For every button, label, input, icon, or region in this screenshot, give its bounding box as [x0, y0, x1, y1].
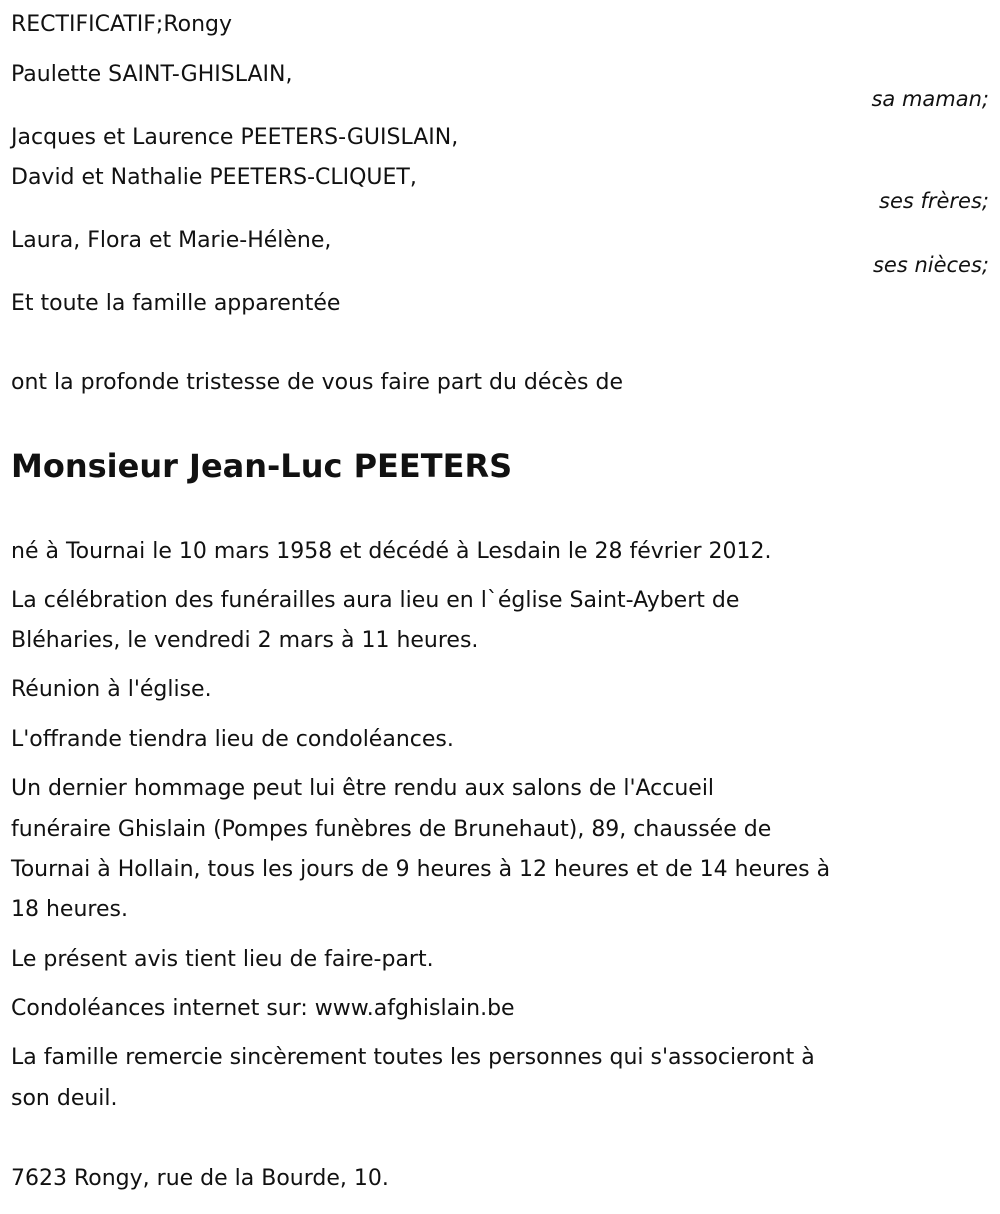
paragraph-line: Réunion à l'église.: [11, 677, 212, 702]
paragraph-line: son deuil.: [11, 1086, 118, 1111]
deceased-name: Monsieur Jean-Luc PEETERS: [11, 447, 513, 485]
notice-header: RECTIFICATIF;Rongy: [11, 12, 232, 37]
family-rest: Et toute la famille apparentée: [11, 291, 341, 316]
paragraph-line: funéraire Ghislain (Pompes funèbres de Brunehaut), 89, chaussée de: [11, 817, 772, 842]
paragraph-line: Bléharies, le vendredi 2 mars à 11 heures.: [11, 628, 479, 653]
announcement: ont la profonde tristesse de vous faire part du décès de: [11, 370, 623, 395]
paragraph-line: L'offrande tiendra lieu de condoléances.: [11, 727, 454, 752]
paragraph-line: Tournai à Hollain, tous les jours de 9 heures à 12 heures et de 14 heures à: [11, 857, 831, 882]
paragraph-line: La famille remercie sincèrement toutes les personnes qui s'associeront à: [11, 1045, 815, 1070]
family-relation: ses nièces;: [872, 253, 989, 277]
family-relation: ses frères;: [879, 189, 989, 213]
paragraph-line: 18 heures.: [11, 897, 128, 922]
family-relation: sa maman;: [871, 87, 989, 111]
family-name: Jacques et Laurence PEETERS-GUISLAIN,: [11, 125, 459, 150]
family-name: Laura, Flora et Marie-Hélène,: [11, 228, 332, 253]
family-name: David et Nathalie PEETERS-CLIQUET,: [11, 165, 417, 190]
paragraph-line: Un dernier hommage peut lui être rendu aux salons de l'Accueil: [11, 776, 715, 801]
paragraph-line: né à Tournai le 10 mars 1958 et décédé à Lesdain le 28 février 2012.: [11, 539, 772, 564]
address: 7623 Rongy, rue de la Bourde, 10.: [11, 1166, 389, 1191]
condolences-website: Condoléances internet sur: www.afghislain.be: [11, 996, 515, 1021]
paragraph-line: Le présent avis tient lieu de faire-part.: [11, 947, 434, 972]
paragraph-line: La célébration des funérailles aura lieu en l`église Saint-Aybert de: [11, 588, 740, 613]
family-name: Paulette SAINT-GHISLAIN,: [11, 62, 293, 87]
